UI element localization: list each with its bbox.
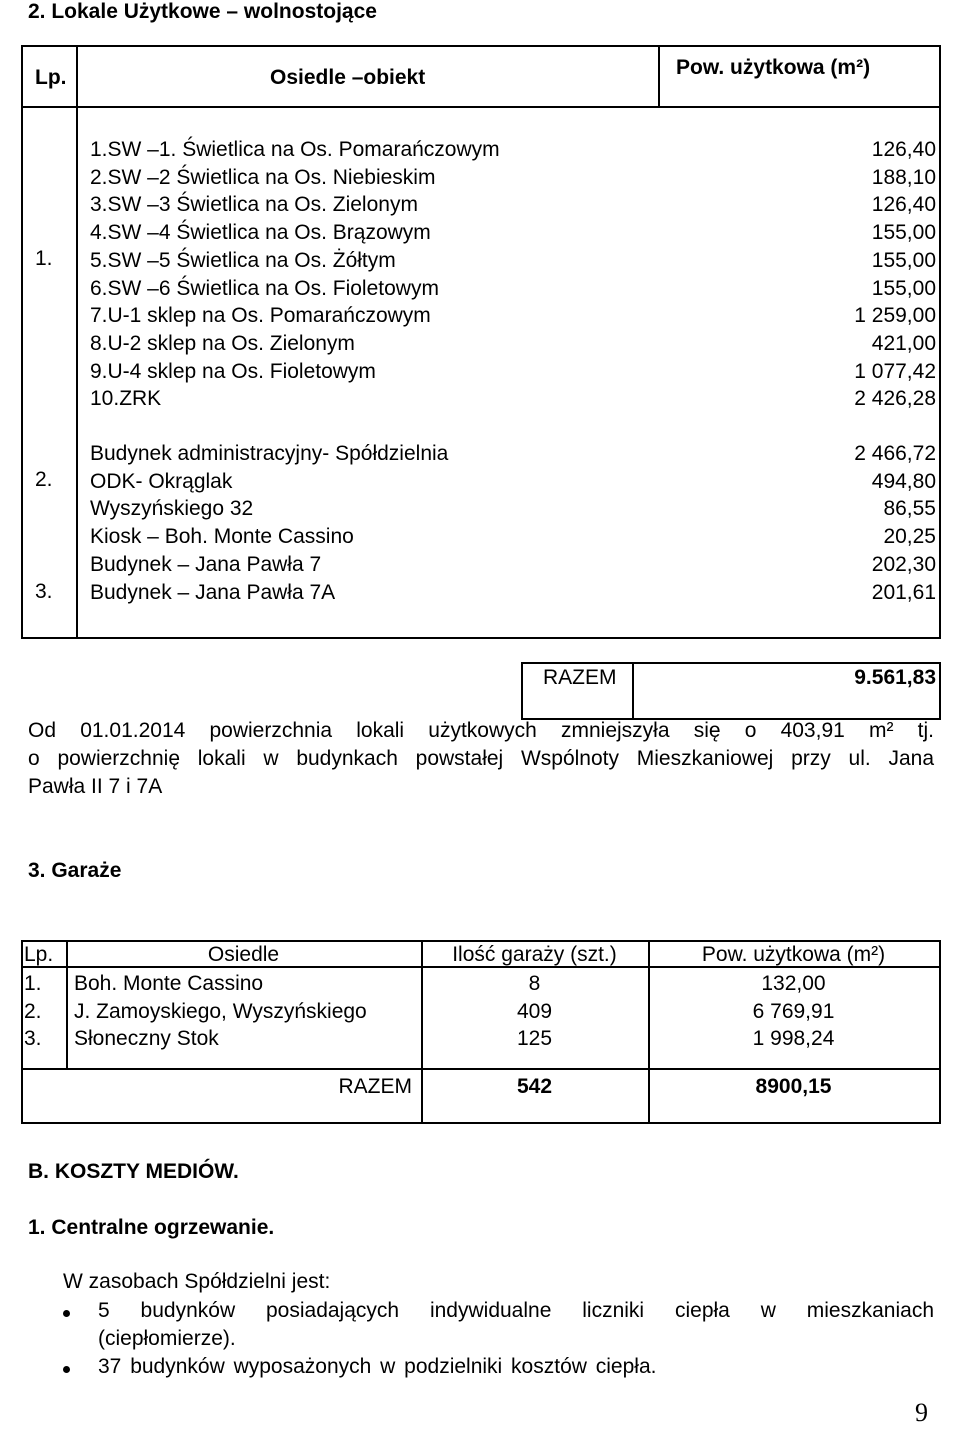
list-item: 8.U-2 sklep na Os. Zielonym [90, 331, 355, 355]
row-count: 8 [528, 972, 541, 995]
header-area: Pow. użytkowa (m²) [701, 943, 886, 966]
header-area: Pow. użytkowa (m²) [676, 56, 871, 79]
group-lp: 1. [35, 247, 53, 270]
section-heading-koszty: B. KOSZTY MEDIÓW. [28, 1160, 239, 1183]
area-value: 155,00 [871, 276, 936, 300]
header-object: Osiedle –obiekt [270, 66, 426, 89]
garaze-total-count: 542 [516, 1075, 553, 1098]
area-value: 202,30 [871, 553, 936, 576]
row-area: 132,00 [761, 972, 826, 995]
row-area: 1 998,24 [752, 1027, 835, 1050]
row-estate: Boh. Monte Cassino [74, 972, 264, 995]
area-value: 155,00 [871, 248, 936, 272]
list-item: 3.SW –3 Świetlica na Os. Zielonym [90, 193, 418, 217]
note-line: Pawła II 7 i 7A [28, 775, 163, 798]
area-value: 2 466,72 [854, 442, 936, 465]
intro-text: W zasobach Spółdzielni jest: [63, 1270, 331, 1293]
area-value: 126,40 [871, 193, 936, 217]
garaze-total-label: RAZEM [338, 1075, 412, 1098]
bullet-icon [63, 1366, 70, 1373]
list-item: Budynek – Jana Pawła 7A [90, 580, 336, 604]
area-value: 421,00 [871, 331, 936, 355]
section-heading-garaze: 3. Garaże [28, 859, 122, 882]
area-value: 494,80 [871, 469, 936, 493]
row-estate: Słoneczny Stok [74, 1027, 219, 1050]
row-count: 125 [516, 1027, 553, 1050]
list-item: 4.SW –4 Świetlica na Os. Brązowym [90, 221, 431, 245]
bullet-text: 5 budynków posiadających indywidualne liczniki ciepła w mieszkaniach [98, 1299, 934, 1322]
area-value: 1 077,42 [854, 359, 936, 383]
list-item: Wyszyńskiego 32 [90, 497, 254, 521]
row-count: 409 [516, 999, 553, 1023]
area-value: 201,61 [871, 580, 936, 604]
list-item: 6.SW –6 Świetlica na Os. Fioletowym [90, 276, 439, 300]
list-item: ODK- Okrąglak [90, 469, 233, 493]
list-item: Kiosk – Boh. Monte Cassino [90, 525, 354, 549]
list-item: 2.SW –2 Świetlica na Os. Niebieskim [90, 165, 436, 189]
bullet-text: (ciepłomierze). [98, 1327, 236, 1350]
header-estate: Osiedle [207, 943, 280, 966]
page-number: 9 [915, 1398, 928, 1427]
row-lp: 1. [24, 972, 42, 995]
sub-heading-co: 1. Centralne ogrzewanie. [28, 1216, 275, 1239]
area-value: 1 259,00 [854, 304, 936, 328]
list-item: 9.U-4 sklep na Os. Fioletowym [90, 359, 376, 383]
group-lp: 3. [35, 580, 53, 603]
list-item: Budynek administracyjny- Spółdzielnia [90, 442, 449, 465]
header-lp: Lp. [35, 66, 67, 89]
list-item: 7.U-1 sklep na Os. Pomarańczowym [90, 304, 431, 328]
garaze-total-area: 8900,15 [755, 1075, 832, 1098]
total-label: RAZEM [543, 666, 617, 689]
row-estate: J. Zamoyskiego, Wyszyńskiego [74, 999, 367, 1023]
note-line: o powierzchnię lokali w budynkach powstałej Wspólnoty Mieszkaniowej przy ul. Jana [28, 747, 934, 770]
header-lp: Lp. [24, 943, 54, 966]
area-value: 126,40 [871, 138, 936, 161]
bullet-text: 37 budynków wyposażonych w podzielniki kosztów ciepła. [98, 1355, 657, 1378]
area-value: 20,25 [883, 525, 936, 549]
group-lp: 2. [35, 468, 53, 491]
area-value: 86,55 [883, 497, 936, 521]
row-area: 6 769,91 [752, 999, 835, 1023]
list-item: 5.SW –5 Świetlica na Os. Żółtym [90, 248, 396, 272]
row-lp: 3. [24, 1027, 42, 1050]
list-item: 10.ZRK [90, 387, 162, 411]
total-value: 9.561,83 [854, 666, 936, 689]
list-item: 1.SW –1. Świetlica na Os. Pomarańczowym [90, 138, 500, 161]
note-line: Od 01.01.2014 powierzchnia lokali użytkowych zmniejszyła się o 403,91 m² tj. [28, 719, 934, 742]
list-item: Budynek – Jana Pawła 7 [90, 553, 322, 576]
row-lp: 2. [24, 999, 42, 1023]
area-value: 155,00 [871, 221, 936, 245]
section-heading-lokale: 2. Lokale Użytkowe – wolnostojące [28, 0, 377, 23]
bullet-icon [63, 1310, 70, 1317]
header-count: Ilość garaży (szt.) [452, 943, 617, 966]
area-value: 188,10 [871, 165, 936, 189]
area-value: 2 426,28 [854, 387, 936, 411]
